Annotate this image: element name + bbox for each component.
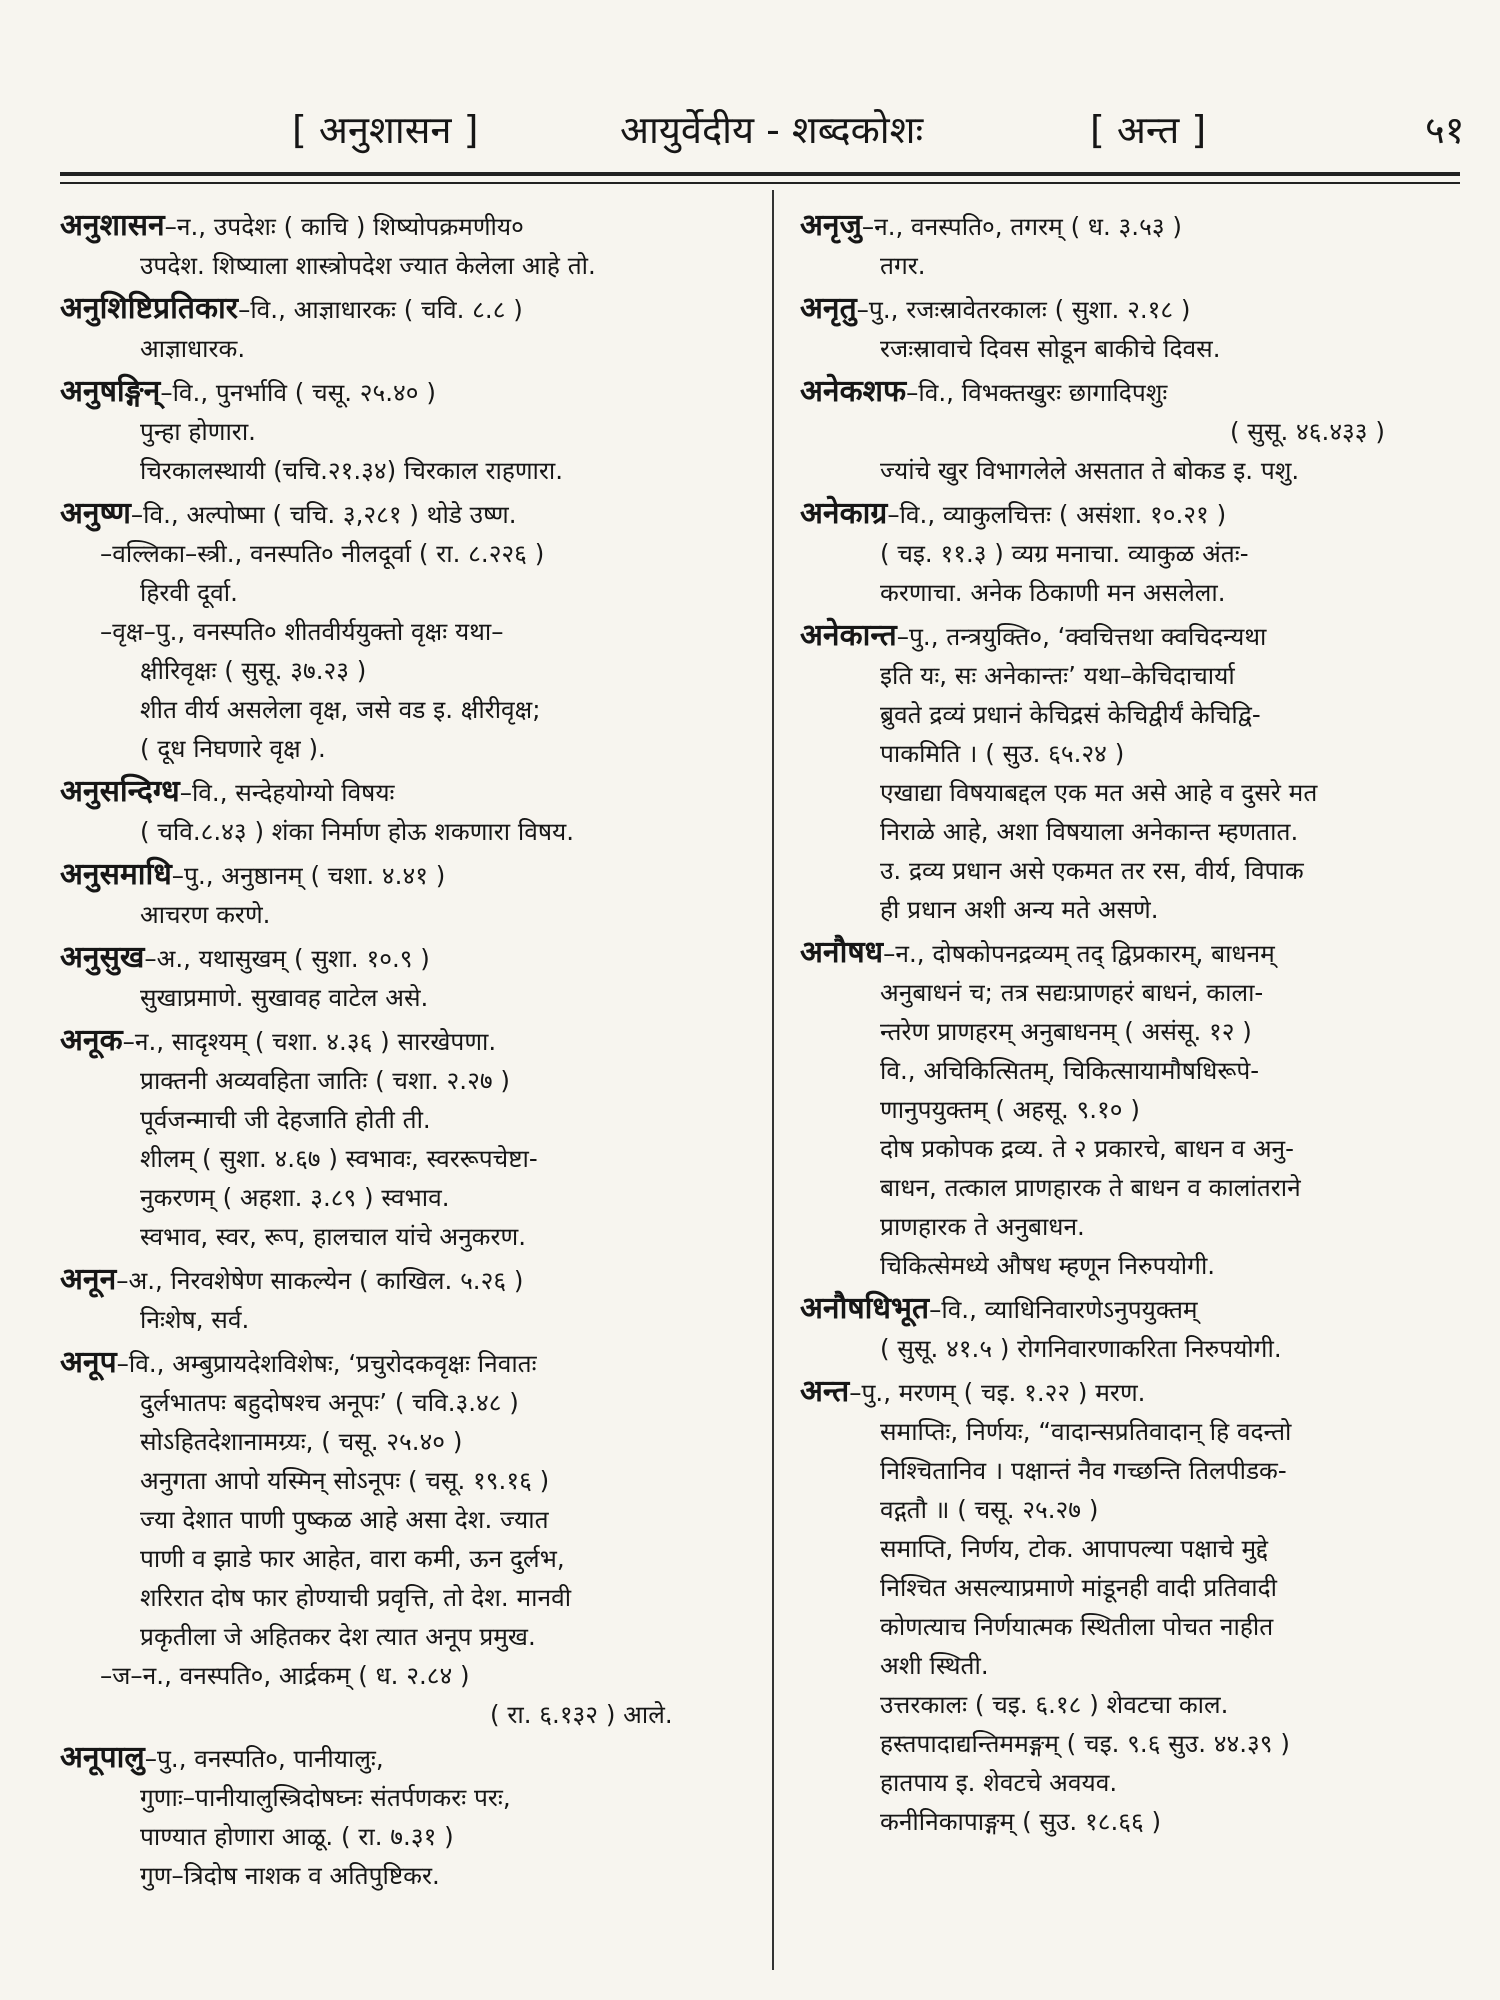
entry-line: कनीनिकापाङ्गम् ( सुउ. १८.६६ ) [880, 1807, 1162, 1836]
entry-line: नुकरणम् ( अहशा. ३.८९ ) स्वभाव. [140, 1183, 450, 1212]
entry-head-line [800, 1372, 1460, 1412]
entry-definition: –पु., रजःस्रावेतरकालः ( सुशा. २.१८ ) [856, 295, 1191, 324]
dictionary-entry [60, 1738, 760, 1895]
entry-definition: –वि., पुनर्भावि ( चसू. २५.४० ) [160, 378, 436, 407]
headword: अनौषधिभूत [800, 1291, 930, 1326]
entry-line: ( रा. ६.१३२ ) आले. [490, 1700, 673, 1729]
entry-line: चिकित्सेमध्ये औषध म्हणून निरुपयोगी. [880, 1251, 1216, 1280]
entry-line: हस्तपादाद्यन्तिममङ्गम् ( चइ. ९.६ सुउ. ४४.३९ ) [880, 1729, 1290, 1758]
entry-definition: –न., सादृश्यम् ( चशा. ४.३६ ) सारखेपणा. [122, 1027, 497, 1056]
entry-line: ( चइ. ११.३ ) व्यग्र मनाचा. व्याकुळ अंतः- [880, 539, 1249, 568]
entry-line: वि., अचिकित्सितम्, चिकित्सायामौषधिरूपे- [880, 1056, 1260, 1085]
dictionary-entry [800, 372, 1460, 490]
entry-line: बाधन, तत्काल प्राणहारक ते बाधन व कालांतराने [880, 1173, 1301, 1202]
entry-line: पाणी व झाडे फार आहेत, वारा कमी, ऊन दुर्लभ, [140, 1544, 565, 1573]
dictionary-entry [60, 1260, 760, 1339]
entry-line: निश्चितानिव । पक्षान्तं नैव गच्छन्ति तिलपीडक- [880, 1456, 1287, 1485]
entry-line: शीत वीर्य असलेला वृक्ष, जसे वड इ. क्षीरीवृक्ष; [140, 695, 541, 724]
dictionary-entry [800, 289, 1460, 368]
dictionary-entry [60, 494, 760, 768]
entry-line: इति यः, सः अनेकान्तः’ यथा–केचिदाचार्या [880, 661, 1235, 690]
entry-line: प्रकृतीला जे अहितकर देश त्यात अनूप प्रमुख. [140, 1622, 536, 1651]
headword: अनूपालु [60, 1740, 145, 1775]
entry-line: समाप्तिः, निर्णयः, “वादान्सप्रतिवादान् हि वदन्तो [880, 1417, 1292, 1446]
headword: अनुषङ्गिन् [60, 374, 161, 409]
entry-definition: –अ., यथासुखम् ( सुशा. १०.९ ) [144, 944, 430, 973]
entry-line: आज्ञाधारक. [140, 334, 246, 363]
entry-line: निःशेष, सर्व. [140, 1305, 250, 1334]
entry-line: करणाचा. अनेक ठिकाणी मन असलेला. [880, 578, 1226, 607]
entry-line: निराळे आहे, अशा विषयाला अनेकान्त म्हणतात. [880, 817, 1299, 846]
entry-head-line [800, 616, 1460, 656]
dictionary-entry [800, 616, 1460, 929]
entry-head-line [60, 289, 760, 329]
entry-head-line [60, 206, 760, 246]
entry-head-line [60, 855, 760, 895]
entry-line: गुणाः–पानीयालुस्त्रिदोषघ्नः संतर्पणकरः परः, [140, 1783, 511, 1812]
entry-head-line [800, 372, 1460, 412]
entry-definition: –वि., विभक्तखुरः छागादिपशुः [906, 378, 1168, 407]
entry-line: ब्रुवते द्रव्यं प्रधानं केचिद्रसं केचिद्वीर्यं केचिद्वि- [880, 700, 1261, 729]
entry-line: ही प्रधान अशी अन्य मते असणे. [880, 895, 1159, 924]
entry-line: चिरकालस्थायी (चचि.२१.३४) चिरकाल राहणारा. [140, 456, 564, 485]
headword: अनुसमाधि [60, 857, 172, 892]
entry-definition: –पु., मरणम् ( चइ. १.२२ ) मरण. [849, 1378, 1146, 1407]
entry-definition: –वि., व्याकुलचित्तः ( असंशा. १०.२१ ) [887, 500, 1227, 529]
dictionary-entry [800, 1372, 1460, 1841]
dictionary-entry [800, 933, 1460, 1285]
headword: अनून [60, 1262, 117, 1297]
entry-definition: –वि., अम्बुप्रायदेशविशेषः, ‘प्रचुरोदकवृक्षः निवातः [116, 1349, 537, 1378]
column-divider [772, 190, 774, 1970]
entry-definition: –न., वनस्पति०, तगरम् ( ध. ३.५३ ) [861, 212, 1182, 241]
entry-head-line [800, 494, 1460, 534]
entry-line: दोष प्रकोपक द्रव्य. ते २ प्रकारचे, बाधन व अनु- [880, 1134, 1294, 1163]
entry-line: प्राणहारक ते अनुबाधन. [880, 1212, 1085, 1241]
entry-line: शीलम् ( सुशा. ४.६७ ) स्वभावः, स्वररूपचेष्टा- [140, 1144, 538, 1173]
entry-line: निश्चित असल्याप्रमाणे मांडूनही वादी प्रतिवादी [880, 1573, 1278, 1602]
dictionary-entry [60, 772, 760, 851]
dictionary-entry [800, 494, 1460, 612]
entry-line: ज्यांचे खुर विभागलेले असतात ते बोकड इ. पशु. [880, 456, 1300, 485]
dictionary-entry [800, 206, 1460, 285]
dictionary-entry [60, 938, 760, 1017]
entry-line: आचरण करणे. [140, 900, 271, 929]
entry-head-line [60, 938, 760, 978]
entry-line: सोऽहितदेशानामग्र्यः, ( चसू. २५.४० ) [140, 1427, 463, 1456]
headword: अनुसुख [60, 940, 145, 975]
header-rule-thick [60, 172, 1460, 176]
headword: अनुशिष्टिप्रतिकार [60, 291, 239, 326]
dictionary-entry [60, 1021, 760, 1256]
entry-definition: –पु., अनुष्ठानम् ( चशा. ४.४१ ) [171, 861, 446, 890]
entry-head-line [60, 372, 760, 412]
entry-head-line [60, 772, 760, 812]
entry-head-line [800, 1289, 1460, 1329]
headword: अनृजु [800, 208, 862, 243]
header-first-word: [ अनुशासन ] [292, 108, 479, 152]
entry-line: ( सुसू. ४६.४३३ ) [1230, 417, 1385, 446]
entry-line: ज्या देशात पाणी पुष्कळ आहे असा देश. ज्यात [140, 1505, 549, 1534]
entry-line: –वृक्ष–पु., वनस्पति० शीतवीर्ययुक्तो वृक्षः यथा– [100, 617, 504, 646]
headword: अनूक [60, 1023, 123, 1058]
entry-line: स्वभाव, स्वर, रूप, हालचाल यांचे अनुकरण. [140, 1222, 527, 1251]
entry-line: –ज–न., वनस्पति०, आर्द्रकम् ( ध. २.८४ ) [100, 1661, 470, 1690]
entry-line: उपदेश. शिष्याला शास्त्रोपदेश ज्यात केलेला आहे तो. [140, 251, 596, 280]
entry-head-line [800, 289, 1460, 329]
entry-line: दुर्लभातपः बहुदोषश्च अनूपः’ ( चवि.३.४८ ) [140, 1388, 519, 1417]
entry-definition: –पु., वनस्पति०, पानीयालुः, [144, 1744, 384, 1773]
entry-head-line [60, 1260, 760, 1300]
entry-definition: –वि., आज्ञाधारकः ( चवि. ८.८ ) [238, 295, 523, 324]
entry-line: रजःस्रावाचे दिवस सोडून बाकीचे दिवस. [880, 334, 1221, 363]
headword: अनुसन्दिग्ध [60, 774, 180, 809]
entry-definition: –अ., निरवशेषेण साकल्येन ( काखिल. ५.२६ ) [116, 1266, 524, 1295]
headword: अन्त [800, 1374, 850, 1409]
entry-line: उत्तरकालः ( चइ. ६.१८ ) शेवटचा काल. [880, 1690, 1229, 1719]
headword: अनुष्ण [60, 496, 131, 531]
entry-head-line [60, 494, 760, 534]
left-column [60, 206, 760, 1899]
entry-definition: –न., दोषकोपनद्रव्यम् तद् द्विप्रकारम्, बाधनम् [883, 939, 1275, 968]
dictionary-entry [60, 289, 760, 368]
header-last-word: [ अन्त ] [1090, 108, 1207, 152]
header-rule-thin [60, 182, 1460, 184]
entry-definition: –वि., व्याधिनिवारणेऽनुपयुक्तम् [929, 1295, 1198, 1324]
entry-line: पाकमिति । ( सुउ. ६५.२४ ) [880, 739, 1125, 768]
dictionary-entry [60, 855, 760, 934]
entry-head-line [800, 206, 1460, 246]
entry-line: न्तरेण प्राणहरम् अनुबाधनम् ( असंसू. १२ ) [880, 1017, 1252, 1046]
entry-line: पुन्हा होणारा. [140, 417, 256, 446]
entry-line: शरिरात दोष फार होण्याची प्रवृत्ति, तो देश. मानवी [140, 1583, 572, 1612]
headword: अनुशासन [60, 208, 165, 243]
entry-head-line [60, 1343, 760, 1383]
entry-line: अनुगता आपो यस्मिन् सोऽनूपः ( चसू. १९.१६ ) [140, 1466, 550, 1495]
page-number: ५१ [1425, 108, 1465, 152]
entry-line: समाप्ति, निर्णय, टोक. आपापल्या पक्षाचे मुद्दे [880, 1534, 1268, 1563]
entry-definition: –वि., सन्देहयोग्यो विषयः [179, 778, 395, 807]
headword: अनौषध [800, 935, 884, 970]
page-header [60, 100, 1465, 160]
entry-head-line [60, 1738, 760, 1778]
entry-line: कोणत्याच निर्णयात्मक स्थितीला पोचत नाहीत [880, 1612, 1274, 1641]
header-title: आयुर्वेदीय - शब्दकोशः [620, 108, 924, 152]
dictionary-entry [60, 372, 760, 490]
entry-line: ( दूध निघणारे वृक्ष ). [140, 734, 326, 763]
headword: अनेकशफ [800, 374, 907, 409]
entry-line: ( चवि.८.४३ ) शंका निर्माण होऊ शकणारा विषय. [140, 817, 575, 846]
entry-line: हातपाय इ. शेवटचे अवयव. [880, 1768, 1118, 1797]
headword: अनेकाग्र [800, 496, 888, 531]
entry-line: गुण–त्रिदोष नाशक व अतिपुष्टिकर. [140, 1861, 440, 1890]
entry-line: उ. द्रव्य प्रधान असे एकमत तर रस, वीर्य, विपाक [880, 856, 1304, 885]
dictionary-entry [800, 1289, 1460, 1368]
entry-line: एखाद्या विषयाबद्दल एक मत असे आहे व दुसरे मत [880, 778, 1318, 807]
headword: अनूप [60, 1345, 117, 1380]
entry-definition: –पु., तन्त्रयुक्ति०, ‘क्वचित्तथा क्वचिदन्यथा [896, 622, 1267, 651]
entry-line: प्राक्तनी अव्यवहिता जातिः ( चशा. २.२७ ) [140, 1066, 510, 1095]
dictionary-entry [60, 206, 760, 285]
entry-definition: –वि., अल्पोष्मा ( चचि. ३,२८१ ) थोडे उष्ण. [130, 500, 517, 529]
entry-line: पूर्वजन्माची जी देहजाति होती ती. [140, 1105, 431, 1134]
headword: अनेकान्त [800, 618, 897, 653]
entry-line: णानुपयुक्तम् ( अहसू. ९.१० ) [880, 1095, 1140, 1124]
dictionary-entry [60, 1343, 760, 1734]
entry-head-line [60, 1021, 760, 1061]
right-column [800, 206, 1460, 1845]
headword: अनृतु [800, 291, 857, 326]
entry-line: तगर. [880, 251, 926, 280]
entry-definition: –न., उपदेशः ( काचि ) शिष्योपक्रमणीय० [164, 212, 524, 241]
entry-line: सुखाप्रमाणे. सुखावह वाटेल असे. [140, 983, 429, 1012]
entry-line: –वल्लिका–स्त्री., वनस्पति० नीलदूर्वा ( रा. ८.२२६ ) [100, 539, 545, 568]
entry-line: क्षीरिवृक्षः ( सुसू. ३७.२३ ) [140, 656, 367, 685]
entry-head-line [800, 933, 1460, 973]
entry-line: अनुबाधनं च; तत्र सद्यःप्राणहरं बाधनं, काला- [880, 978, 1264, 1007]
entry-line: हिरवी दूर्वा. [140, 578, 238, 607]
entry-line: अशी स्थिती. [880, 1651, 989, 1680]
entry-line: ( सुसू. ४१.५ ) रोगनिवारणाकरिता निरुपयोगी. [880, 1334, 1282, 1363]
entry-line: पाण्यात होणारा आळू. ( रा. ७.३१ ) [140, 1822, 454, 1851]
entry-line: वद्गतौ ॥ ( चसू. २५.२७ ) [880, 1495, 1099, 1524]
